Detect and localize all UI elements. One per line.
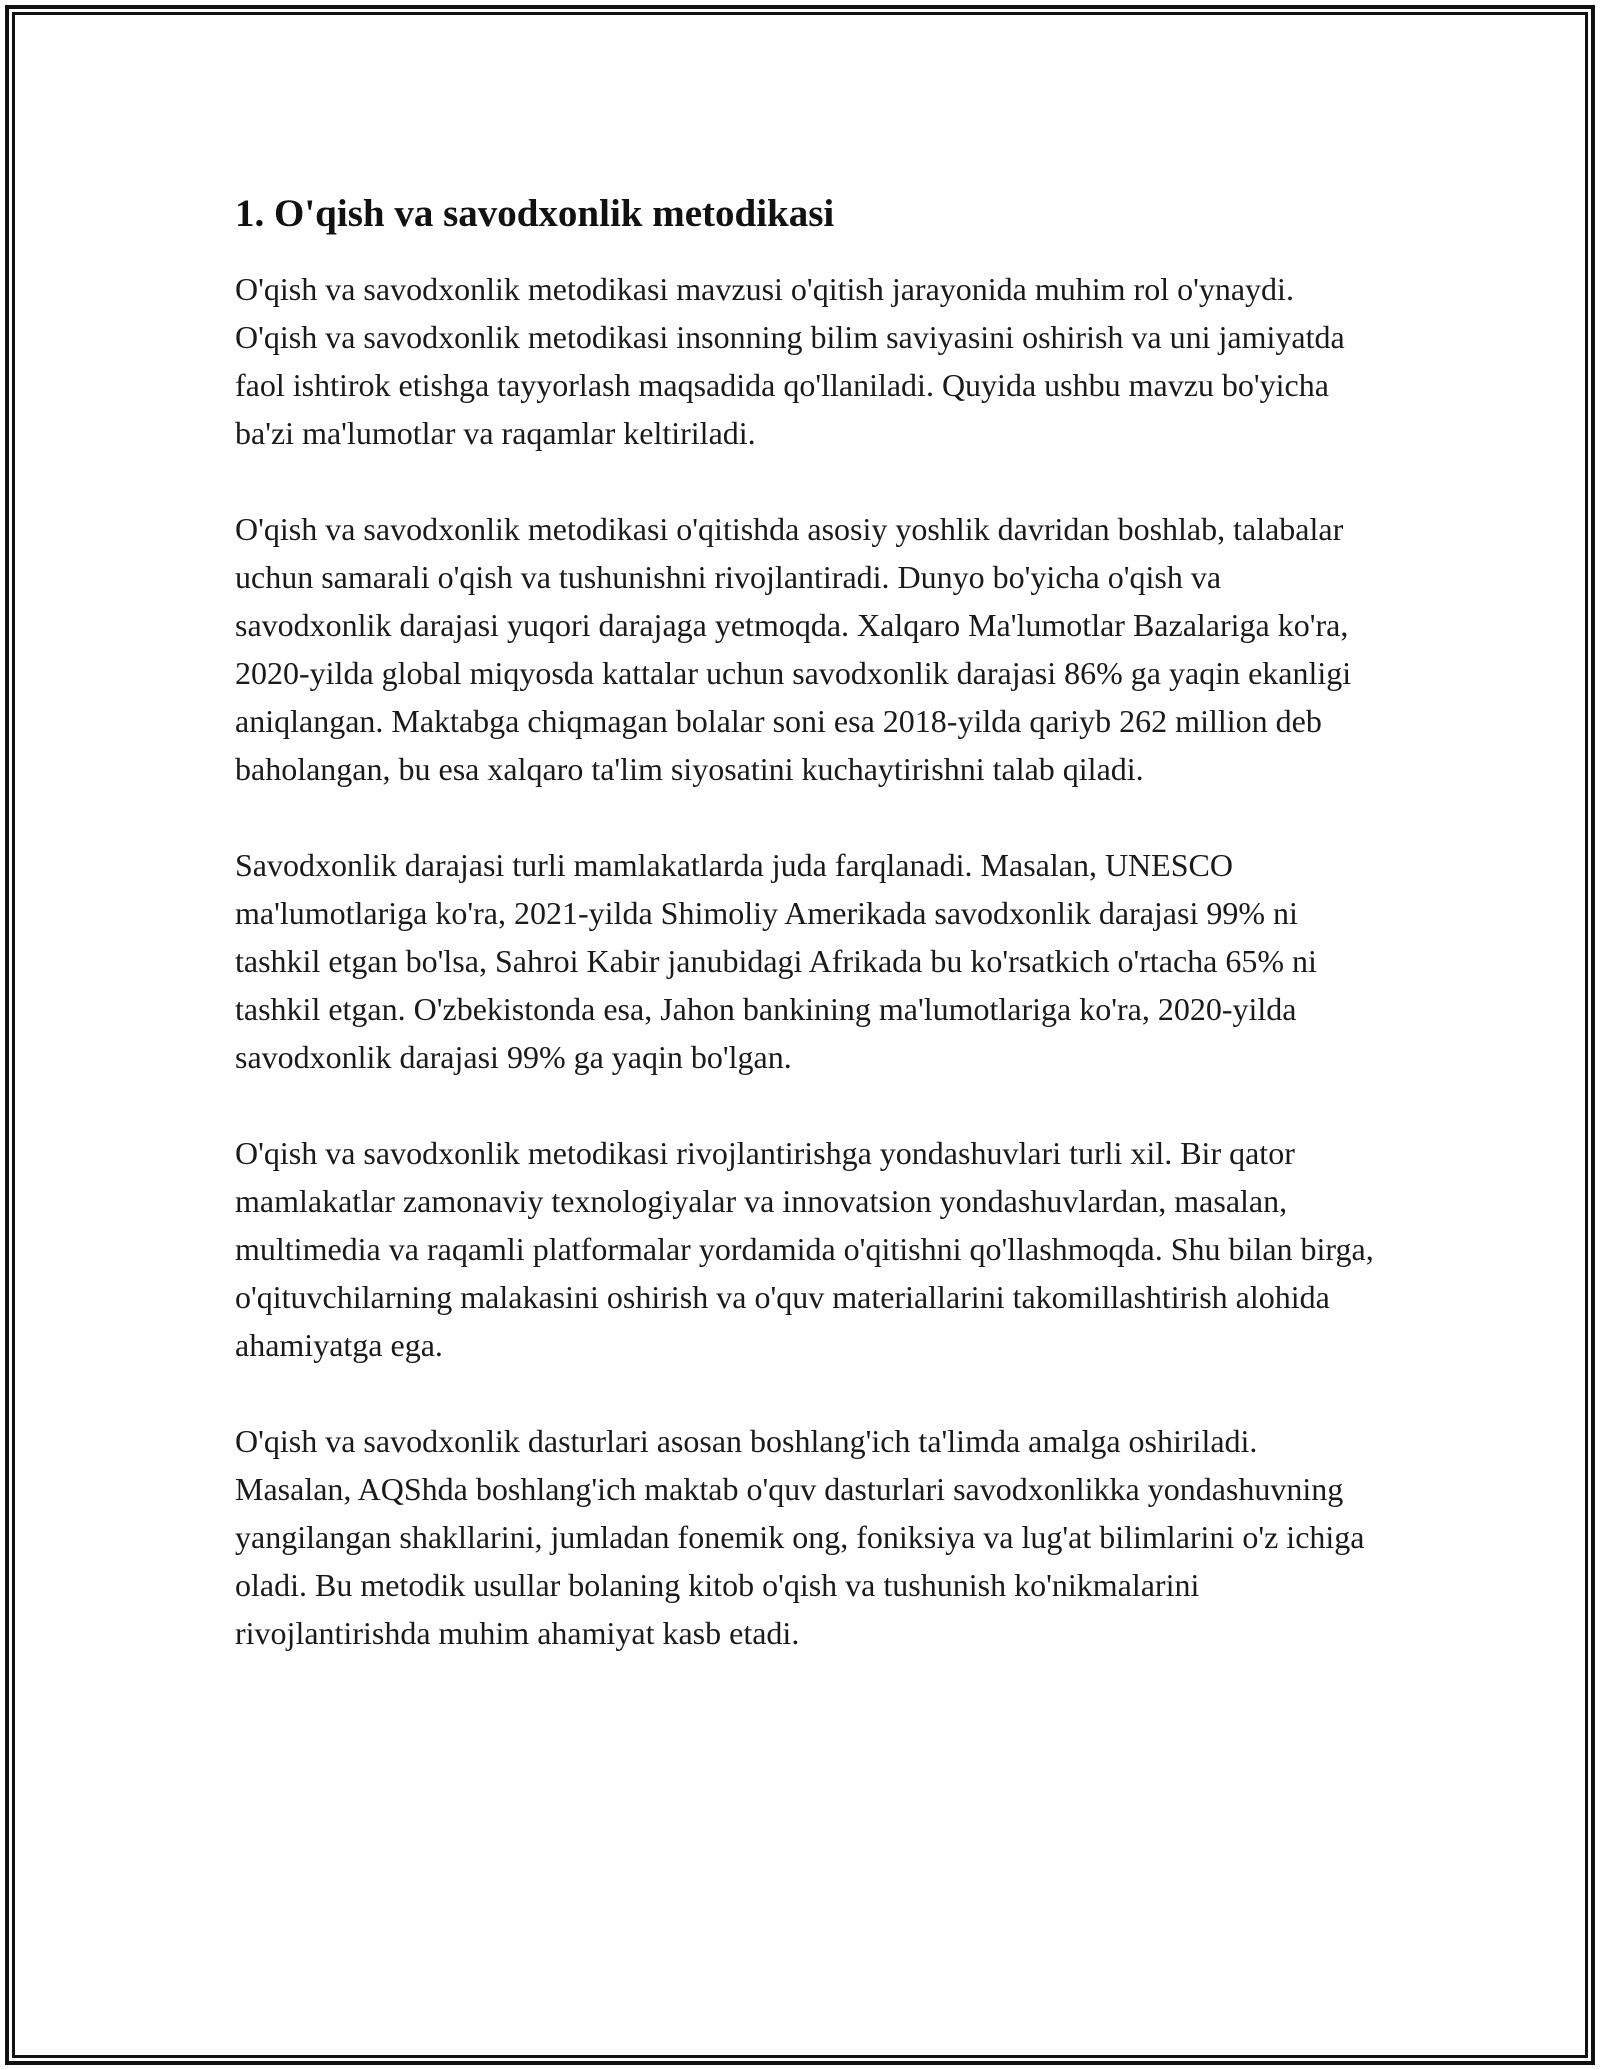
paragraph-2: O'qish va savodxonlik metodikasi o'qitishda asosiy yoshlik davridan boshlab, talabalar uchun samarali o'qish va tushunishni rivojlantiradi. Dunyo bo'yicha o'qish va savodxonlik darajasi yuqori darajaga yetmoqda. Xalqaro Ma'lumotlar Bazalariga ko'ra, 2020-yilda global miqyosda kattalar uchun savodxonlik darajasi 86% ga yaqin ekanligi aniqlangan. Maktabga chiqmagan bolalar soni esa 2018-yilda qariyb 262 million deb baholangan, bu esa xalqaro ta'lim siyosatini kuchaytirishni talab qiladi.: [235, 511, 1352, 787]
section-heading: 1. O'qish va savodxonlik metodikasi: [235, 192, 835, 235]
paragraph-1: O'qish va savodxonlik metodikasi mavzusi o'qitish jarayonida muhim rol o'ynaydi. O'qish va savodxonlik metodikasi insonning bilim saviyasini oshirish va uni jamiyatda faol ishtirok etishga tayyorlash maqsadida qo'llaniladi. Quyida ushbu mavzu bo'yicha ba'zi ma'lumotlar va raqamlar keltiriladi.: [235, 271, 1345, 451]
document-body: [235, 185, 1375, 1705]
paragraph-4: O'qish va savodxonlik metodikasi rivojlantirishga yondashuvlari turli xil. Bir qator mamlakatlar zamonaviy texnologiyalar va innovatsion yondashuvlardan, masalan, multimedia va raqamli platformalar yordamida o'qitishni qo'llashmoqda. Shu bilan birga, o'qituvchilarning malakasini oshirish va o'quv materiallarini takomillashtirish alohida ahamiyatga ega.: [235, 1135, 1374, 1363]
paragraph-5: O'qish va savodxonlik dasturlari asosan boshlang'ich ta'limda amalga oshiriladi. Masalan, AQShda boshlang'ich maktab o'quv dasturlari savodxonlikka yondashuvning yangilangan shakllarini, jumladan fonemik ong, foniksiya va lug'at bilimlarini o'z ichiga oladi. Bu metodik usullar bolaning kitob o'qish va tushunish ko'nikmalarini rivojlantirishda muhim ahamiyat kasb etadi.: [235, 1423, 1365, 1651]
paragraph-3: Savodxonlik darajasi turli mamlakatlarda juda farqlanadi. Masalan, UNESCO ma'lumotlariga ko'ra, 2021-yilda Shimoliy Amerikada savodxonlik darajasi 99% ni tashkil etgan bo'lsa, Sahroi Kabir janubidagi Afrikada bu ko'rsatkich o'rtacha 65% ni tashkil etgan. O'zbekistonda esa, Jahon bankining ma'lumotlariga ko'ra, 2020-yilda savodxonlik darajasi 99% ga yaqin bo'lgan.: [235, 847, 1317, 1075]
